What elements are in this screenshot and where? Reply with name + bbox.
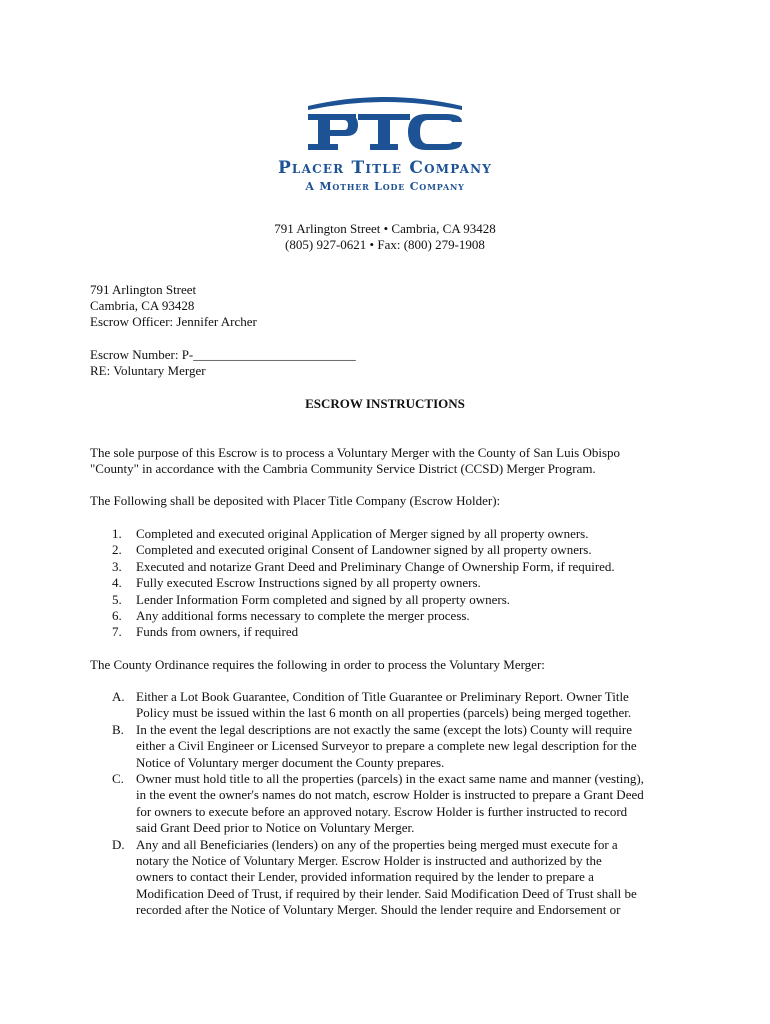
list-item: 4. Fully executed Escrow Instructions signed by all property owners. [112,575,481,591]
deposit-list [112,526,615,641]
list-item: 5. Lender Information Form completed and signed by all property owners. [112,591,511,607]
list-item: 6. Any additional forms necessary to complete the merger process. [112,608,470,624]
county-intro: The County Ordinance requires the following in order to process the Voluntary Merger: [90,657,545,672]
intro-line-1: The sole purpose of this Escrow is to process a Voluntary Merger with the County of San Luis Obispo [90,445,621,460]
list-item: B. In the event the legal descriptions are not exactly the same (except the lots) County will require either a Civil Engineer or Licensed Surveyor to prepare a complete new legal description for the Notice of Voluntary merger document the County prepares. [112,721,637,770]
list-item: 1. Completed and executed original Application of Merger signed by all property owners. [112,526,589,541]
re-line: RE: Voluntary Merger [90,363,206,378]
intro-line-2: "County" in accordance with the Cambria Community Service District (CCSD) Merger Program. [90,461,596,476]
ptc-monogram-logo [300,92,470,154]
escrow-number: Escrow Number: P-_________________________ [90,347,356,362]
deposit-intro: The Following shall be deposited with Placer Title Company (Escrow Holder): [90,493,501,508]
list-item: 2. Completed and executed original Consent of Landowner signed by all property owners. [112,542,592,558]
list-item: C. Owner must hold title to all the properties (parcels) in the exact same name and manner (vesting), in the event the owner's names do not match, escrow Holder is instructed to prepare a Grant Deed for owners to execute before an approved notary. Escrow Holder is further instructed to record said Grant Deed prior to Notice on Voluntary Merger. [112,771,644,836]
county-requirements-list [112,689,644,919]
list-item: A. Either a Lot Book Guarantee, Condition of Title Guarantee or Preliminary Report. Owner Title Policy must be issued within the last 6 month on all properties (parcels) being merged together. [112,689,632,721]
list-item: 7. Funds from owners, if required [112,624,299,640]
document-title: ESCROW INSTRUCTIONS [305,396,465,411]
company-name: Placer Title Company [277,158,493,178]
list-item: D. Any and all Beneficiaries (lenders) on any of the properties being merged must execute for a notary the Notice of Voluntary Merger. Escrow Holder is instructed and authorized by the owners to contact their Lender, provided information required by the lender to prepare a Modification Deed of Trust, if required by their lender. Said Modification Deed of Trust shall be recorded after the Notice of Voluntary Merger. Should the lender require and Endorsement or [112,836,637,918]
list-item: 3. Executed and notarize Grant Deed and Preliminary Change of Ownership Form, if required. [112,558,615,574]
recipient-street: 791 Arlington Street [90,282,197,297]
escrow-officer: Escrow Officer: Jennifer Archer [90,314,257,329]
header-phone: (805) 927-0621 • Fax: (800) 279-1908 [285,237,485,252]
company-tagline: A Mother Lode Company [305,180,465,193]
company-logo [240,92,530,197]
header-address: 791 Arlington Street • Cambria, CA 93428 [274,221,496,236]
recipient-city: Cambria, CA 93428 [90,298,195,313]
